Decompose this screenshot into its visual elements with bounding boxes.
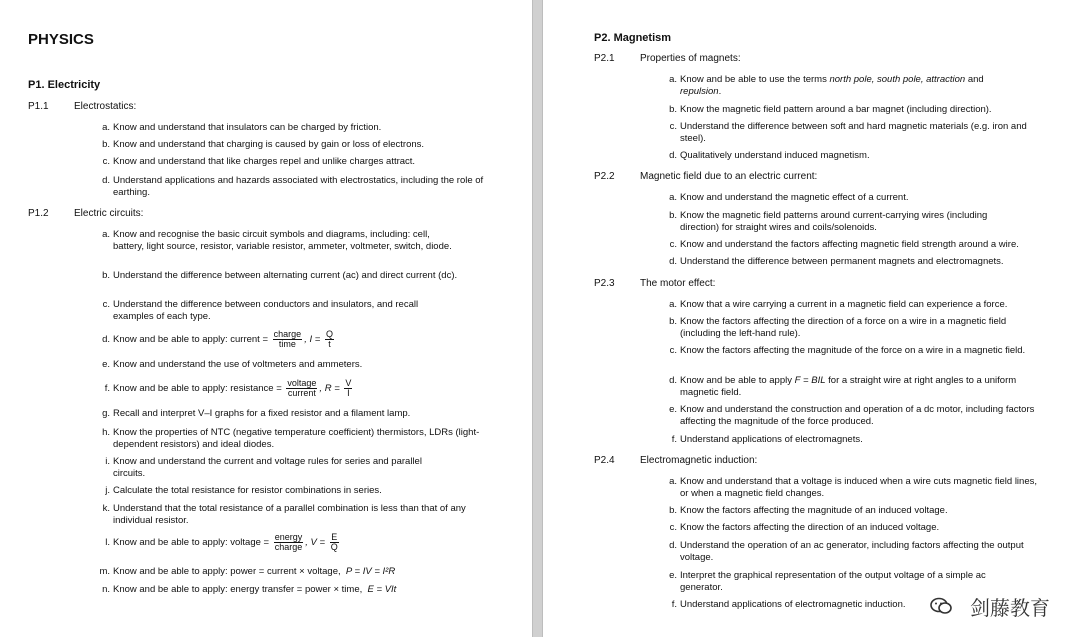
list-item: e. Know and understand the use of voltmeters and ammeters.: [102, 359, 363, 370]
list-item: b. Know the factors affecting the magnitude of an induced voltage.: [669, 505, 948, 516]
list-item: e. Know and understand the construction and operation of a dc motor, including factors affecting the magnitude of the force produced.: [669, 404, 1035, 427]
section-heading-p1: P1. Electricity: [28, 79, 101, 91]
list-item: c. Know the factors affecting the direction of an induced voltage.: [669, 522, 940, 533]
subsection-number-p1-2: P1.2: [28, 208, 49, 219]
list-item: j. Calculate the total resistance for resistor combinations in series.: [105, 485, 382, 496]
list-item: d. Understand the difference between permanent magnets and electromagnets.: [669, 256, 1004, 267]
subsection-number-p2-4: P2.4: [594, 455, 615, 466]
list-item: k. Understand that the total resistance of a parallel combination is less than that of any individual resistor.: [102, 503, 466, 526]
formula-fraction: $\frac{V}{I}$: [345, 378, 352, 398]
list-item: c. Understand the difference between conductors and insulators, and recall examples of each type.: [102, 299, 419, 322]
list-item: l. Know and be able to apply: voltage = $\frac{\text{energy}}{\text{charge}}$ , V = $\frac{E}{Q}$: [105, 532, 338, 552]
list-item: a. Know that a wire carrying a current in a magnetic field can experience a force.: [669, 299, 1008, 310]
list-item: i. Know and understand the current and voltage rules for series and parallel circuits.: [105, 456, 422, 479]
watermark-text: 剑藤教育: [970, 596, 1050, 620]
list-item: b. Understand the difference between alternating current (ac) and direct current (dc).: [102, 270, 458, 281]
document-page-right: [543, 0, 1080, 637]
subsection-title-p2-4: Electromagnetic induction:: [640, 455, 758, 466]
list-item: e. Interpret the graphical representation of the output voltage of a simple ac generator.: [669, 570, 986, 593]
formula-fraction: $\frac{E}{Q}$: [330, 532, 338, 552]
list-item: h. Know the properties of NTC (negative temperature coefficient) thermistors, LDRs (light-dependent resistors) and ideal diodes.: [102, 427, 480, 450]
list-item: a. Know and be able to use the terms north pole, south pole, attraction and repulsion.: [669, 74, 984, 97]
list-item: m. Know and be able to apply: power = current × voltage, P = IV = I²R: [99, 566, 396, 577]
list-item: f. Understand applications of electromagnets.: [671, 434, 863, 445]
subsection-number-p2-1: P2.1: [594, 53, 615, 64]
formula-fraction: $\frac{\text{charge}}{\text{time}}$: [273, 329, 302, 349]
list-item: b. Know the magnetic field patterns around current-carrying wires (including direction) for straight wires and coils/solenoids.: [669, 210, 988, 233]
list-item: c. Know and understand the factors affecting magnetic field strength around a wire.: [669, 239, 1019, 250]
subsection-title-p2-3: The motor effect:: [640, 278, 716, 289]
list-item: a. Know and understand that a voltage is induced when a wire cuts magnetic field lines, or when a magnetic field changes.: [669, 476, 1037, 499]
list-item: f. Know and be able to apply: resistance = $\frac{\text{voltage}}{\text{current}}$ , R = $\frac{V}{I}$: [104, 378, 352, 398]
list-item: a. Know and recognise the basic circuit symbols and diagrams, including: cell, battery, light source, resistor, variable resistor, ammeter, voltmeter, switch, diode.: [102, 229, 452, 252]
list-item: d. Understand applications and hazards associated with electrostatics, including the role of earthing.: [102, 175, 484, 198]
page-gutter: [532, 0, 543, 637]
subsection-title-p1-1: Electrostatics:: [74, 101, 137, 112]
list-item: b. Know the factors affecting the direction of a force on a wire in a magnetic field (including the left-hand rule).: [669, 316, 1007, 339]
wechat-icon: [930, 597, 952, 615]
list-item: b. Know and understand that charging is caused by gain or loss of electrons.: [102, 139, 425, 150]
list-item: c. Know and understand that like charges repel and unlike charges attract.: [102, 156, 416, 167]
subsection-title-p1-2: Electric circuits:: [74, 208, 144, 219]
subsection-title-p2-1: Properties of magnets:: [640, 53, 741, 64]
document-page-left: [0, 0, 532, 637]
list-item: a. Know and understand the magnetic effect of a current.: [669, 192, 909, 203]
subsection-number-p2-2: P2.2: [594, 171, 615, 182]
list-item: a. Know and understand that insulators can be charged by friction.: [102, 122, 382, 133]
list-item: d. Understand the operation of an ac generator, including factors affecting the output voltage.: [669, 540, 1024, 563]
list-item: b. Know the magnetic field pattern around a bar magnet (including direction).: [669, 104, 992, 115]
list-item: c. Understand the difference between soft and hard magnetic materials (e.g. iron and steel).: [669, 121, 1027, 144]
formula-fraction: $\frac{\text{energy}}{\text{charge}}$: [274, 532, 303, 552]
subsection-number-p1-1: P1.1: [28, 101, 49, 112]
document-title: PHYSICS: [28, 31, 94, 48]
list-item: d. Qualitatively understand induced magnetism.: [669, 150, 870, 161]
list-item: d. Know and be able to apply: current = $\frac{\text{charge}}{\text{time}}$ , I = $\frac{Q}{t}$: [102, 329, 333, 349]
formula-fraction: $\frac{Q}{t}$: [325, 329, 333, 349]
list-item: g. Recall and interpret V–I graphs for a fixed resistor and a filament lamp.: [102, 408, 411, 419]
list-item: n. Know and be able to apply: energy transfer = power × time, E = VIt: [102, 584, 397, 595]
formula-fraction: $\frac{\text{voltage}}{\text{current}}$: [287, 378, 317, 398]
section-heading-p2: P2. Magnetism: [594, 32, 672, 44]
subsection-title-p2-2: Magnetic field due to an electric current:: [640, 171, 818, 182]
subsection-number-p2-3: P2.3: [594, 278, 615, 289]
list-item: d. Know and be able to apply F = BIL for a straight wire at right angles to a uniform magnetic field.: [669, 375, 1017, 398]
list-item: f. Understand applications of electromagnetic induction.: [671, 599, 906, 610]
list-item: c. Know the factors affecting the magnitude of the force on a wire in a magnetic field.: [669, 345, 1026, 356]
